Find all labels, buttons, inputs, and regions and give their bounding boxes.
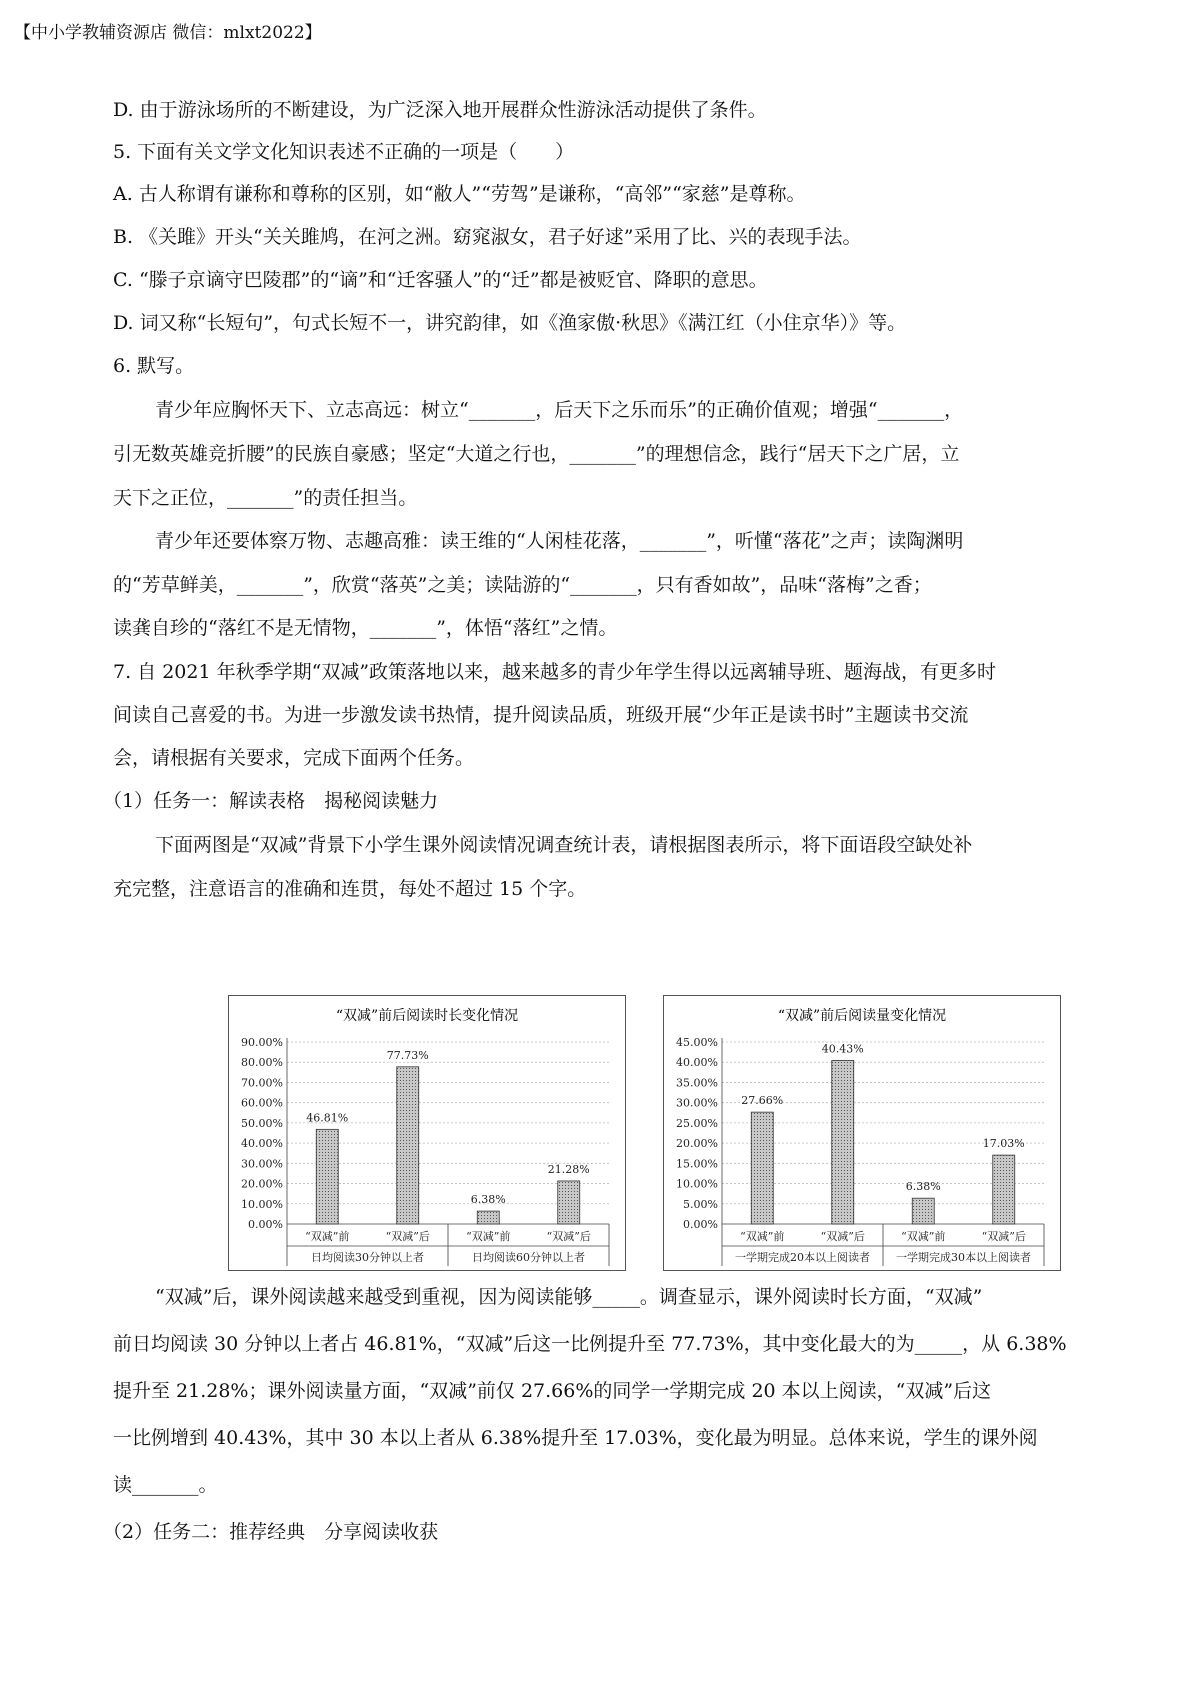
option-a-q5: A. 古人称谓有谦称和尊称的区别，如“敝人”“劳驾”是谦称，“高邻”“家慈”是尊称。: [113, 183, 806, 205]
y-tick-label: 10.00%: [676, 1177, 718, 1191]
bar-value-label: 6.38%: [905, 1180, 941, 1194]
bar: [477, 1211, 499, 1224]
x-group-label: 一学期完成20本以上阅读者: [735, 1251, 870, 1264]
x-category-label: “双减”后: [820, 1230, 865, 1243]
task2-title: （2）任务二：推荐经典 分享阅读收获: [103, 1521, 439, 1543]
y-tick-label: 10.00%: [241, 1197, 283, 1211]
q6-para1-line: 青少年应胸怀天下、立志高远：树立“_______，后天下之乐而乐”的正确价值观；增强“_______，: [155, 399, 964, 421]
option-b-q5: B. 《关雎》开头“关关雎鸠，在河之洲。窈窕淑女，君子好逑”采用了比、兴的表现手法。: [113, 226, 862, 248]
bar: [558, 1181, 580, 1224]
q7-line: 7. 自 2021 年秋季学期“双减”政策落地以来，越来越多的青少年学生得以远离辅导班、题海战，有更多时: [113, 661, 997, 683]
chart-title: “双减”前后阅读时长变化情况: [335, 1008, 519, 1024]
y-tick-label: 30.00%: [676, 1096, 718, 1110]
bar-value-label: 77.73%: [386, 1048, 429, 1062]
bar-value-label: 21.28%: [547, 1162, 590, 1176]
bar: [993, 1155, 1015, 1224]
y-tick-label: 25.00%: [676, 1116, 718, 1130]
fill-paragraph-line: 一比例增到 40.43%，其中 30 本以上者从 6.38%提升至 17.03%，变化最为明显。总体来说，学生的课外阅: [113, 1427, 1038, 1449]
bar-value-label: 17.03%: [982, 1137, 1025, 1151]
y-tick-label: 80.00%: [241, 1056, 283, 1070]
option-c-q5: C. “滕子京谪守巴陵郡”的“谪”和“迁客骚人”的“迁”都是被贬官、降职的意思。: [113, 269, 768, 291]
question-5: 5. 下面有关文学文化知识表述不正确的一项是（ ）: [113, 141, 575, 163]
q6-para1-line: 天下之正位，_______”的责任担当。: [113, 487, 418, 509]
chart-reading-amount-svg: [664, 996, 1060, 1270]
bar: [751, 1112, 773, 1224]
x-category-label: “双减”后: [385, 1230, 430, 1243]
x-group-label: 日均阅读30分钟以上者: [311, 1251, 424, 1264]
x-category-label: “双减”后: [546, 1230, 591, 1243]
q6-para2-line: 的“芳草鲜美，_______”，欣赏“落英”之美；读陆游的“_______，只有香如故”，品味“落梅”之香；: [113, 574, 932, 596]
chart-reading-amount: [663, 995, 1061, 1271]
q7-line: 会，请根据有关要求，完成下面两个任务。: [113, 747, 475, 769]
bar: [832, 1060, 854, 1224]
y-tick-label: 0.00%: [248, 1218, 283, 1231]
x-group-label: 一学期完成30本以上阅读者: [896, 1251, 1031, 1264]
bar-value-label: 40.43%: [821, 1042, 864, 1056]
y-tick-label: 0.00%: [683, 1218, 718, 1231]
x-category-label: “双减”后: [981, 1230, 1026, 1243]
task1-intro-line: 充完整，注意语言的准确和连贯，每处不超过 15 个字。: [113, 878, 587, 900]
chart-reading-time-svg: [229, 996, 625, 1270]
task1-intro-line: 下面两图是“双减”背景下小学生课外阅读情况调查统计表，请根据图表所示，将下面语段空缺处补: [155, 834, 973, 856]
q6-para1-line: 引无数英雄竞折腰”的民族自豪感；坚定“大道之行也，_______”的理想信念，践行“居天下之广居，立: [113, 443, 960, 465]
fill-paragraph-line: 读_______。: [113, 1474, 218, 1496]
option-d-q5: D. 词又称“长短句”，句式长短不一，讲究韵律，如《渔家傲·秋思》《满江红（小住京华）》等。: [113, 312, 907, 334]
y-tick-label: 20.00%: [241, 1177, 283, 1191]
x-category-label: “双减”前: [466, 1230, 511, 1243]
q6-para2-line: 青少年还要体察万物、志趣高雅：读王维的“人闲桂花落，_______”，听懂“落花”之声；读陶渊明: [155, 530, 964, 552]
bar: [397, 1067, 419, 1224]
x-category-label: “双减”前: [901, 1230, 946, 1243]
watermark: 【中小学教辅资源店 微信：mlxt2022】: [14, 23, 322, 43]
fill-paragraph-line: “双减”后，课外阅读越来越受到重视，因为阅读能够_____。调查显示，课外阅读时长方面，“双减”: [155, 1286, 983, 1308]
bar: [316, 1129, 338, 1224]
y-tick-label: 30.00%: [241, 1157, 283, 1171]
x-category-label: “双减”前: [740, 1230, 785, 1243]
bar: [912, 1198, 934, 1224]
y-tick-label: 40.00%: [241, 1137, 283, 1151]
y-tick-label: 40.00%: [676, 1056, 718, 1070]
y-tick-label: 60.00%: [241, 1096, 283, 1110]
y-tick-label: 20.00%: [676, 1137, 718, 1151]
x-category-label: “双减”前: [305, 1230, 350, 1243]
fill-paragraph-line: 提升至 21.28%；课外阅读量方面，“双减”前仅 27.66%的同学一学期完成 20 本以上阅读，“双减”后这: [113, 1380, 992, 1402]
option-d-q4: D. 由于游泳场所的不断建设，为广泛深入地开展群众性游泳活动提供了条件。: [113, 99, 767, 121]
y-tick-label: 15.00%: [676, 1157, 718, 1171]
y-tick-label: 5.00%: [683, 1197, 718, 1211]
y-tick-label: 45.00%: [676, 1036, 718, 1049]
task1-title: （1）任务一：解读表格 揭秘阅读魅力: [103, 790, 439, 812]
question-6: 6. 默写。: [113, 355, 195, 377]
y-tick-label: 35.00%: [676, 1076, 718, 1090]
chart-title: “双减”前后阅读量变化情况: [777, 1008, 947, 1024]
y-tick-label: 90.00%: [241, 1036, 283, 1049]
x-group-label: 日均阅读60分钟以上者: [472, 1251, 585, 1264]
y-tick-label: 50.00%: [241, 1116, 283, 1130]
bar-value-label: 46.81%: [306, 1111, 349, 1125]
y-tick-label: 70.00%: [241, 1076, 283, 1090]
chart-reading-time: [228, 995, 626, 1271]
bar-value-label: 6.38%: [470, 1193, 506, 1207]
bar-value-label: 27.66%: [741, 1094, 784, 1108]
fill-paragraph-line: 前日均阅读 30 分钟以上者占 46.81%，“双减”后这一比例提升至 77.73%，其中变化最大的为_____，从 6.38%: [113, 1333, 1067, 1355]
q7-line: 间读自己喜爱的书。为进一步激发读书热情，提升阅读品质，班级开展“少年正是读书时”主题读书交流: [113, 704, 969, 726]
q6-para2-line: 读龚自珍的“落红不是无情物，_______”，体悟“落红”之情。: [113, 617, 618, 639]
